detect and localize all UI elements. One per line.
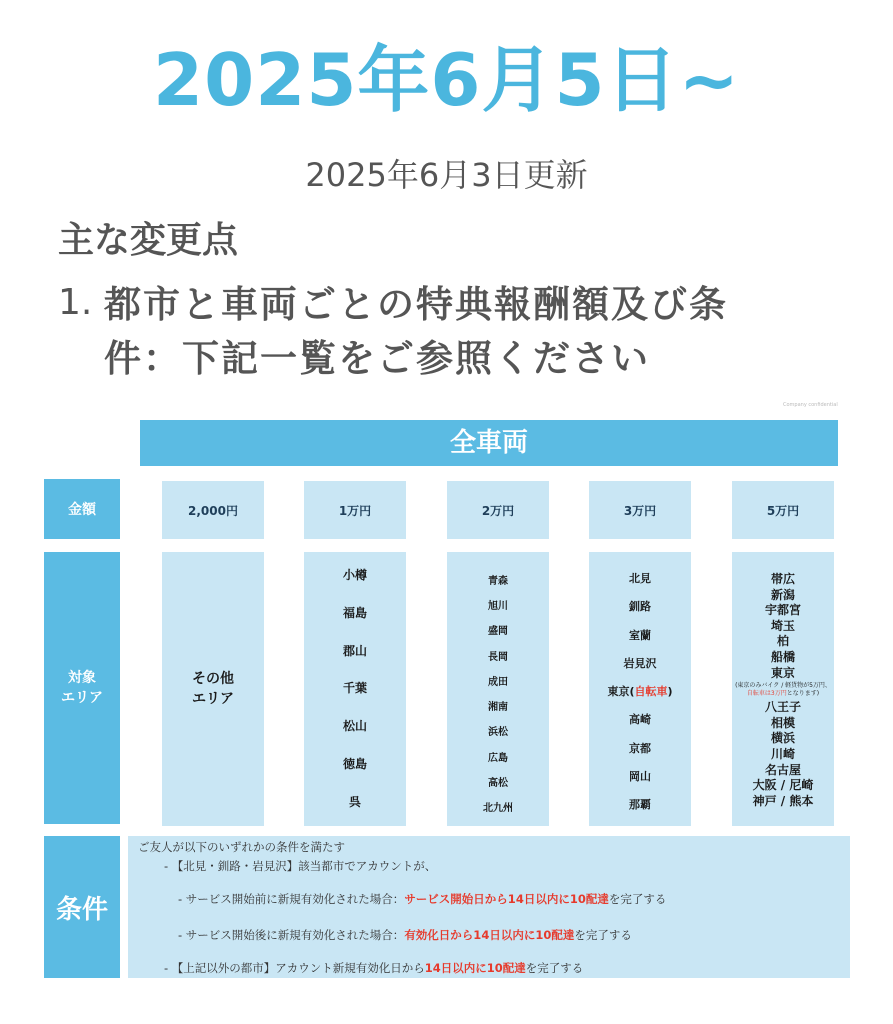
condition-intro: ご友人が以下のいずれかの条件を満たす: [138, 840, 345, 854]
city-name: 釧路: [629, 600, 651, 614]
note-text: (東京のみバイク / 軽貨物が5万円、: [735, 682, 831, 690]
note-highlight: 自転車は3万円: [746, 690, 787, 698]
condition-line: [178, 927, 632, 943]
city-name: 川崎: [770, 746, 795, 761]
tokyo-note: [735, 682, 831, 698]
condition-text: - サービス開始後に新規有効化された場合：: [178, 928, 405, 942]
city-name: 福島: [342, 605, 367, 620]
condition-text: - サービス開始前に新規有効化された場合：: [178, 892, 405, 906]
list-item-text: [104, 278, 844, 386]
confidential-note: Company confidential: [783, 402, 838, 408]
city-name: 帯広: [770, 572, 795, 586]
paren-close: ): [667, 685, 673, 698]
condition-text: を完了する: [574, 928, 632, 942]
area-label-line-2: エリア: [61, 690, 103, 706]
city-name: 旭川: [488, 601, 508, 613]
bicycle-highlight: 自転車: [634, 685, 668, 698]
city-name: 相模: [770, 715, 795, 730]
condition-highlight: サービス開始日から14日以内に10配達: [404, 892, 609, 906]
condition-text: を完了する: [608, 892, 667, 906]
headline-date: 2025年6月5日~: [153, 38, 740, 122]
condition-text: を完了する: [525, 961, 584, 975]
area-cell-10000: [304, 552, 406, 826]
city-name: 柏: [776, 634, 789, 649]
city-name: 大阪 / 尼崎: [752, 778, 814, 793]
area-cell-20000: [447, 552, 549, 826]
amount-row-label: 金額: [44, 479, 120, 539]
list-item-line-1: 都市と車両ごとの特典報酬額及び条: [104, 283, 728, 326]
table-banner: 全車両: [140, 420, 838, 466]
city-name: 小樽: [342, 568, 367, 582]
city-name: 広島: [488, 752, 508, 764]
city-name: 新潟: [770, 587, 795, 602]
city-name: 青森: [488, 576, 508, 587]
area-cell-50000: [732, 552, 834, 826]
area-cell-2000: [162, 552, 264, 826]
condition-highlight: 14日以内に10配達: [424, 961, 526, 975]
condition-line: [178, 891, 666, 907]
condition-text: - 【上記以外の都市】アカウント新規有効化日から: [164, 961, 425, 975]
city-name: 岡山: [629, 769, 651, 783]
city-tokyo-bicycle: [607, 683, 672, 699]
city-name: 京都: [629, 741, 651, 755]
city-name: 東京: [770, 665, 795, 680]
city-name: 岩見沢: [623, 656, 657, 670]
city-name: 高松: [488, 777, 508, 789]
city-name: 横浜: [770, 731, 795, 746]
condition-row-label: 条件: [44, 836, 120, 978]
city-name: 宇都宮: [764, 603, 801, 618]
conditions-box: [128, 836, 850, 978]
city-name: 八王子: [764, 700, 801, 715]
condition-line: [164, 960, 583, 976]
city-name: 湘南: [488, 702, 508, 714]
list-item-line-2: 件：下記一覧をご参照ください: [104, 337, 650, 380]
note-text: となります): [786, 690, 820, 698]
city-name: 成田: [488, 676, 508, 688]
amount-cell: 1万円: [304, 481, 406, 539]
condition-highlight: 有効化日から14日以内に10配達: [404, 928, 575, 942]
city-name: 船橋: [770, 649, 795, 664]
city-name: 浜松: [488, 727, 508, 739]
city-name: 千葉: [342, 681, 367, 696]
city-name: 東京(: [607, 685, 635, 698]
city-name: 神戸 / 熊本: [752, 793, 814, 808]
city-name: 長岡: [488, 651, 508, 663]
area-label-line-1: 対象: [68, 670, 96, 686]
city-name: 徳島: [342, 757, 367, 772]
city-name: 郡山: [342, 643, 367, 658]
city-name: 那覇: [629, 798, 651, 811]
city-name: 盛岡: [488, 626, 508, 638]
area-row-label: [44, 552, 120, 824]
updated-date: 2025年6月3日更新: [305, 156, 588, 194]
city-name: 名古屋: [764, 762, 801, 777]
amount-cell: 2,000円: [162, 481, 264, 539]
amount-cell: 5万円: [732, 481, 834, 539]
city-name: 埼玉: [770, 618, 795, 633]
city-name: 呉: [348, 794, 361, 809]
area-cell-30000: [589, 552, 691, 826]
list-number: 1.: [58, 282, 93, 323]
area-name: エリア: [192, 691, 234, 707]
amount-cell: 2万円: [447, 481, 549, 539]
area-name: その他: [192, 671, 234, 687]
city-name: 北九州: [483, 802, 513, 814]
amount-cell: 3万円: [589, 481, 691, 539]
city-name: 松山: [342, 719, 367, 734]
condition-line: - 【北見・釧路・岩見沢】該当都市でアカウントが、: [164, 859, 437, 873]
city-name: 北見: [629, 572, 651, 585]
city-name: 室蘭: [629, 628, 651, 642]
city-name: 高崎: [629, 713, 651, 727]
section-title: 主な変更点: [58, 220, 239, 261]
